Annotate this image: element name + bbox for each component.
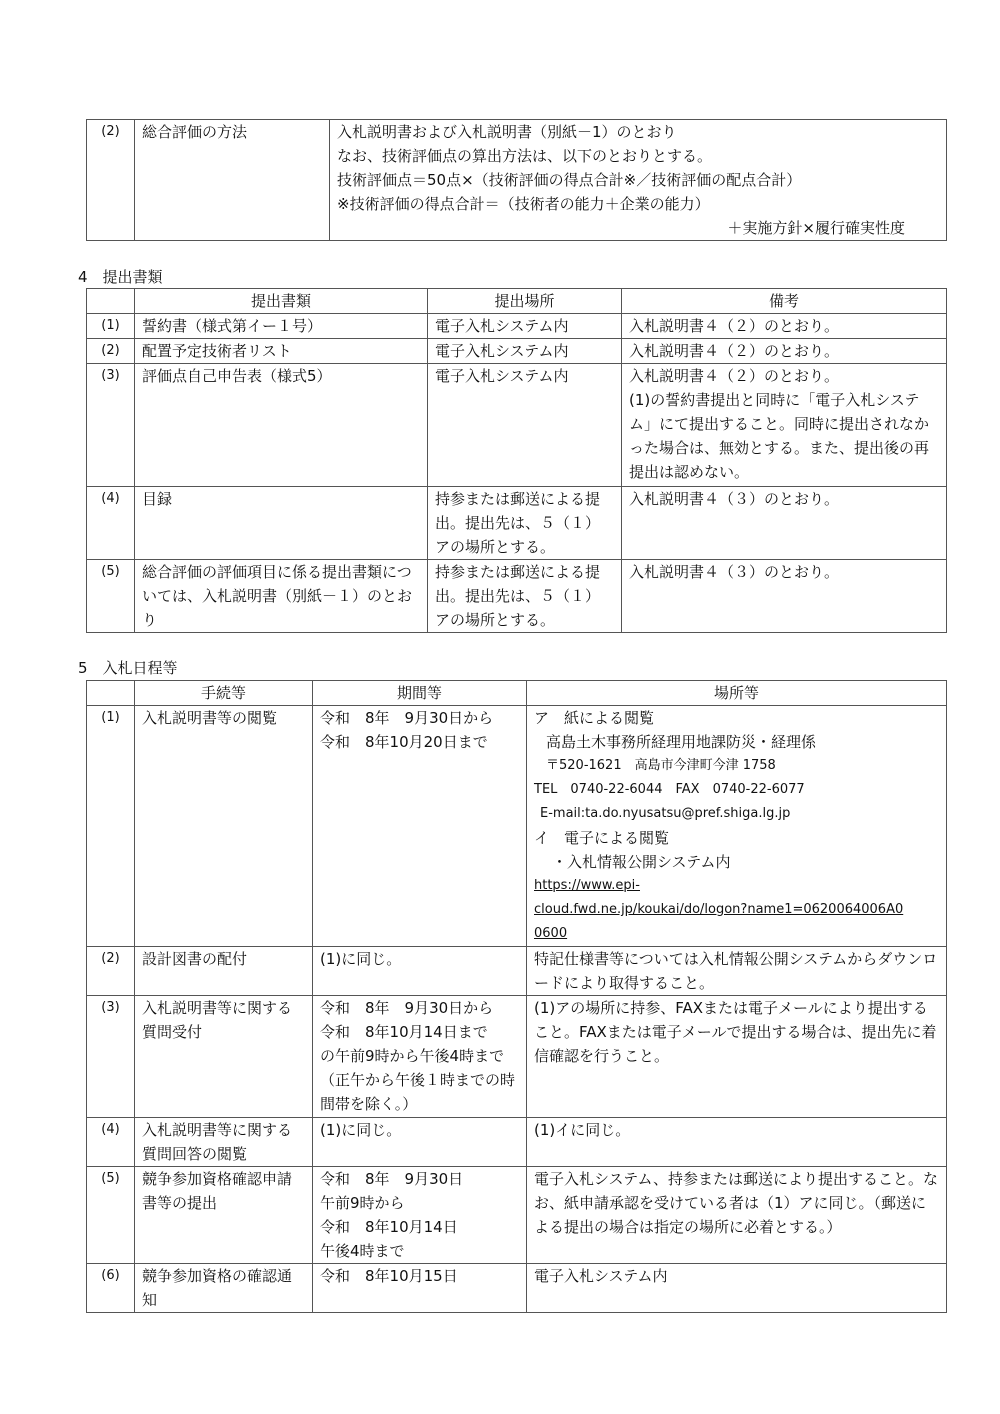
row-number: (3) <box>87 996 135 1118</box>
period: 令和 8年10月15日 <box>313 1264 527 1313</box>
table-row <box>87 996 947 1118</box>
period: (1)に同じ。 <box>313 1118 527 1167</box>
row-label: 総合評価の方法 <box>135 120 330 241</box>
remarks-line: 入札説明書４（２）のとおり。 <box>629 367 840 385</box>
period-line: 令和 8年10月14日まで <box>320 1023 488 1041</box>
table-header-row <box>87 681 947 706</box>
header-blank <box>87 289 135 314</box>
procedure: 設計図書の配付 <box>135 947 313 996</box>
row-number: (3) <box>87 364 135 487</box>
period-line: 令和 8年10月20日まで <box>320 733 488 751</box>
period <box>313 996 527 1118</box>
table-row <box>87 487 947 560</box>
column-header: 手続等 <box>135 681 313 706</box>
column-header: 提出場所 <box>428 289 622 314</box>
document-name: 評価点自己申告表（様式5） <box>135 364 428 487</box>
period-line: 令和 8年 9月30日から <box>320 999 494 1017</box>
place <box>527 706 947 947</box>
procedure: 競争参加資格の確認通知 <box>135 1264 313 1313</box>
table-row <box>87 560 947 633</box>
office-address: 〒520-1621 高島市今津町今津 1758 <box>546 758 776 773</box>
submission-place: 持参または郵送による提出。提出先は、５（１）アの場所とする。 <box>428 487 622 560</box>
period-line: 午前9時から <box>320 1194 405 1212</box>
column-header: 備考 <box>622 289 947 314</box>
remarks: 入札説明書４（３）のとおり。 <box>622 487 947 560</box>
content-line: 入札説明書および入札説明書（別紙－1）のとおり <box>337 123 677 141</box>
table-row <box>87 364 947 487</box>
section-heading: 4 提出書類 <box>78 268 163 286</box>
row-number: (1) <box>87 706 135 947</box>
procedure: 入札説明書等に関する質問受付 <box>135 996 313 1118</box>
document-name: 総合評価の評価項目に係る提出書類については、入札説明書（別紙－１）のとおり <box>135 560 428 633</box>
office-name: 高島土木事務所経理用地課防災・経理係 <box>546 733 817 751</box>
table-row <box>87 947 947 996</box>
period-line: 令和 8年 9月30日 <box>320 1170 464 1188</box>
place-item-paper: ア 紙による閲覧 <box>534 709 655 727</box>
period-line: 令和 8年 9月30日から <box>320 709 494 727</box>
row-number: (2) <box>87 339 135 364</box>
system-url-link[interactable]: 0600 <box>534 926 568 941</box>
submission-place: 電子入札システム内 <box>428 364 622 487</box>
row-content <box>330 120 947 241</box>
evaluation-method-table <box>86 119 947 241</box>
column-header: 提出書類 <box>135 289 428 314</box>
office-email: E-mail:ta.do.nyusatsu@pref.shiga.lg.jp <box>540 806 791 821</box>
submission-place: 電子入札システム内 <box>428 339 622 364</box>
remarks: 入札説明書４（２）のとおり。 <box>622 314 947 339</box>
row-number: (5) <box>87 1167 135 1264</box>
period: (1)に同じ。 <box>313 947 527 996</box>
content-line: 技術評価点＝50点×（技術評価の得点合計※／技術評価の配点合計） <box>337 171 802 189</box>
place: (1)アの場所に持参、FAXまたは電子メールにより提出すること。FAXまたは電子メールで提出する場合は、提出先に着信確認を行うこと。 <box>527 996 947 1118</box>
row-number: (2) <box>87 947 135 996</box>
row-number: (4) <box>87 1118 135 1167</box>
place-item-electronic: イ 電子による閲覧 <box>534 829 670 847</box>
place: 特記仕様書等については入札情報公開システムからダウンロードにより取得すること。 <box>527 947 947 996</box>
row-number: (5) <box>87 560 135 633</box>
submission-place: 電子入札システム内 <box>428 314 622 339</box>
content-line: ＋実施方針×履行確実性度 <box>727 219 905 237</box>
document-name: 目録 <box>135 487 428 560</box>
row-number: (6) <box>87 1264 135 1313</box>
content-line: なお、技術評価点の算出方法は、以下のとおりとする。 <box>337 147 713 165</box>
system-url-link[interactable]: https://www.epi- <box>534 878 640 893</box>
period-line: 午後4時まで <box>320 1242 405 1260</box>
table-row <box>87 1264 947 1313</box>
row-number: (4) <box>87 487 135 560</box>
place: 電子入札システム、持参または郵送により提出すること。なお、紙申請承認を受けている者は（1）アに同じ。（郵送による提出の場合は指定の場所に必着とする。） <box>527 1167 947 1264</box>
procedure: 入札説明書等に関する質問回答の閲覧 <box>135 1118 313 1167</box>
remarks: 入札説明書４（２）のとおり。 <box>622 339 947 364</box>
header-blank <box>87 681 135 706</box>
table-row <box>87 314 947 339</box>
document-name: 配置予定技術者リスト <box>135 339 428 364</box>
row-number: (1) <box>87 314 135 339</box>
procedure: 競争参加資格確認申請書等の提出 <box>135 1167 313 1264</box>
remarks-detail: (1)の誓約書提出と同時に「電子入札システム」にて提出すること。同時に提出されなかった場合は、無効とする。また、提出後の再提出は認めない。 <box>629 391 930 481</box>
table-row <box>87 1118 947 1167</box>
row-number: (2) <box>87 120 135 241</box>
period <box>313 1167 527 1264</box>
table-row <box>87 1167 947 1264</box>
place: 電子入札システム内 <box>527 1264 947 1313</box>
office-phone-fax: TEL 0740-22-6044 FAX 0740-22-6077 <box>534 782 805 797</box>
place: (1)イに同じ。 <box>527 1118 947 1167</box>
remarks <box>622 364 947 487</box>
period <box>313 706 527 947</box>
system-url-link[interactable]: cloud.fwd.ne.jp/koukai/do/logon?name1=0620064006A0 <box>534 902 904 917</box>
remarks: 入札説明書４（３）のとおり。 <box>622 560 947 633</box>
table-row <box>87 339 947 364</box>
column-header: 場所等 <box>527 681 947 706</box>
submission-place: 持参または郵送による提出。提出先は、５（１）アの場所とする。 <box>428 560 622 633</box>
section-heading: 5 入札日程等 <box>78 659 178 677</box>
submission-documents-table <box>86 288 947 633</box>
table-row <box>87 706 947 947</box>
document-name: 誓約書（様式第イー１号） <box>135 314 428 339</box>
table-row <box>87 120 947 241</box>
table-header-row <box>87 289 947 314</box>
period-line: 令和 8年10月14日 <box>320 1218 458 1236</box>
bid-schedule-table <box>86 680 947 1313</box>
procedure: 入札説明書等の閲覧 <box>135 706 313 947</box>
system-name: ・入札情報公開システム内 <box>552 853 731 871</box>
column-header: 期間等 <box>313 681 527 706</box>
content-line: ※技術評価の得点合計＝（技術者の能力＋企業の能力） <box>337 195 710 213</box>
period-line: の午前9時から午後4時まで（正午から午後１時までの時間帯を除く。） <box>320 1047 516 1113</box>
